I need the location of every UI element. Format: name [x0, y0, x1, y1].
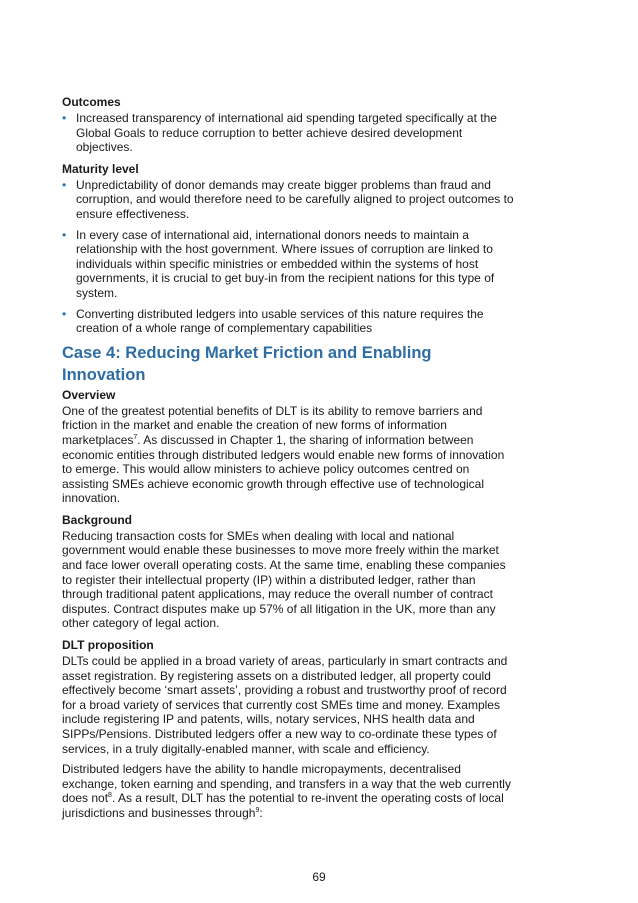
footnote-ref: 8	[108, 792, 112, 800]
dlt-text-2	[62, 762, 514, 820]
list-item	[62, 228, 514, 301]
list-item	[62, 111, 514, 155]
bullet-text: Converting distributed ledgers into usable services of this nature requires the creation of a whole range of complementary capabilities	[76, 306, 484, 336]
outcomes-heading: Outcomes	[62, 95, 121, 109]
page-number: 69	[312, 870, 326, 884]
list-item	[62, 307, 514, 336]
footnote-ref: 7	[133, 433, 138, 441]
dlt-text: DLTs could be applied in a broad variety of areas, particularly in smart contracts and asset registration. By registering assets on a distributed ledger, all property could effectively become ‘smart assets’, providing a robust and trustworthy proof of record for a broad variety of services that currently cost SMEs time and money. Examples include registering IP and patents, wills, notary services, NHS health data and SIPPs/Pensions. Distributed ledgers offer a new way to co-ordinate these types of services, in a truly digitally-enabled manner, with scale and efficiency.	[62, 654, 508, 756]
page-content	[62, 94, 514, 821]
case4-title: Case 4: Reducing Market Friction and Enabling Innovation	[62, 343, 432, 384]
bullet-icon: •	[62, 306, 67, 321]
maturity-heading: Maturity level	[62, 161, 139, 176]
bullet-text: In every case of international aid, international donors needs to maintain a relationship with the host government. Where issues of corruption are linked to individuals within specific ministries or embedded within the systems of host governments, it is crucial to get buy-in from the recipient nations for this type of system.	[76, 227, 495, 300]
list-item	[62, 178, 514, 222]
outcomes-list	[62, 111, 514, 155]
maturity-list	[62, 178, 514, 336]
overview-text-b: . As discussed in Chapter 1, the sharing of information between economic entities through distributed ledgers would enable new forms of innovation to emerge. This would allow ministers to achieve policy outcomes centred on assisting SMEs achieve economic growth through effective use of technological innovation.	[62, 432, 505, 506]
overview-text-a: One of the greatest potential benefits of DLT is its ability to remove barriers and friction in the market and enable the creation of new forms of information marketplaces	[62, 403, 483, 447]
overview-heading: Overview	[62, 387, 116, 402]
overview-text	[62, 404, 514, 506]
bullet-icon: •	[62, 111, 67, 125]
dlt-heading: DLT proposition	[62, 638, 154, 653]
background-heading: Background	[62, 512, 133, 527]
dlt-text-2a: Distributed ledgers have the ability to handle micropayments, decentralised exchange, token earning and spending, and transfers in a way that the web currently does not	[62, 762, 511, 806]
dlt-text-2c: :	[259, 805, 263, 820]
bullet-icon: •	[62, 227, 67, 242]
footnote-ref: 9	[255, 806, 260, 814]
background-text: Reducing transaction costs for SMEs when dealing with local and national government would enable these businesses to move more freely within the market and face lower overall operating costs. At the same time, enabling these companies to register their intellectual property (IP) within a distributed ledger, rather than through traditional patent applications, may reduce the overall number of contract disputes. Contract disputes make up 57% of all litigation in the UK, more than any other category of legal action.	[62, 528, 506, 631]
bullet-text: Unpredictability of donor demands may create bigger problems than fraud and corruption, and would therefore need to be carefully aligned to project outcomes to ensure effectiveness.	[76, 177, 514, 221]
bullet-icon: •	[62, 177, 67, 192]
bullet-text: Increased transparency of international aid spending targeted specifically at the Global Goals to reduce corruption to better achieve desired development objectives.	[76, 111, 497, 155]
dlt-text-2b: . As a result, DLT has the potential to re-invent the operating costs of local jurisdictions and businesses through	[62, 791, 504, 820]
